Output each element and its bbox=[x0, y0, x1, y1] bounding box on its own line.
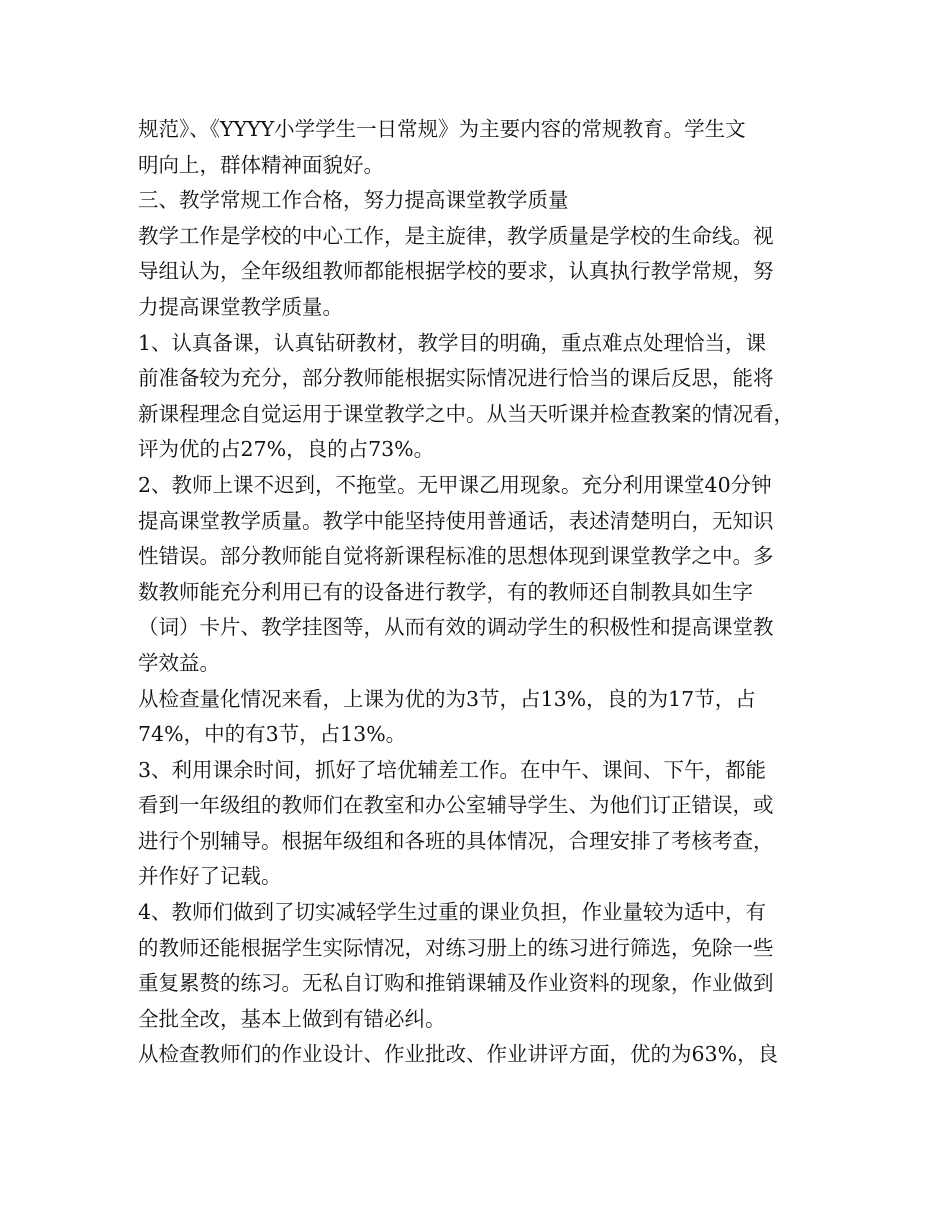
text-line: 从检查教师们的作业设计、作业批改、作业讲评方面，优的为63%，良 bbox=[138, 1042, 779, 1067]
text-line: 学效益。 bbox=[138, 650, 220, 675]
text-line: 3、利用课余时间，抓好了培优辅差工作。在中午、课间、下午，都能 bbox=[138, 757, 767, 782]
text-line: 看到一年级组的教师们在教室和办公室辅导学生、为他们订正错误，或 bbox=[138, 793, 774, 818]
text-line: 进行个别辅导。根据年级组和各班的具体情况，合理安排了考核考查， bbox=[138, 828, 774, 853]
text-line: 力提高课堂教学质量。 bbox=[138, 294, 343, 319]
text-line: 前准备较为充分，部分教师能根据实际情况进行恰当的课后反思，能将 bbox=[138, 366, 774, 391]
section-heading: 三、教学常规工作合格，努力提高课堂教学质量 bbox=[138, 188, 569, 213]
text-line: 提高课堂教学质量。教学中能坚持使用普通话，表述清楚明白，无知识 bbox=[138, 508, 774, 533]
text-line: 教学工作是学校的中心工作，是主旋律，教学质量是学校的生命线。视 bbox=[138, 223, 774, 248]
document-body bbox=[138, 112, 828, 1073]
text-line: 数教师能充分利用已有的设备进行教学，有的教师还自制教具如生字 bbox=[138, 579, 753, 604]
text-line: 规范》、《YYYY小学学生一日常规》为主要内容的常规教育。学生文 bbox=[138, 117, 746, 141]
text-line: 1、认真备课，认真钻研教材，教学目的明确，重点难点处理恰当，课 bbox=[138, 330, 767, 355]
text-line: 从检查量化情况来看，上课为优的为3节，占13%，良的为17节，占 bbox=[138, 686, 756, 711]
text-line: 4、教师们做到了切实减轻学生过重的课业负担，作业量较为适中，有 bbox=[138, 900, 767, 925]
text-line: 2、教师上课不迟到，不拖堂。无甲课乙用现象。充分利用课堂40分钟 bbox=[138, 472, 772, 497]
text-line: （词）卡片、教学挂图等，从而有效的调动学生的积极性和提高课堂教 bbox=[138, 615, 774, 640]
text-line: 74%，中的有3节，占13%。 bbox=[138, 722, 407, 747]
text-line: 导组认为，全年级组教师都能根据学校的要求，认真执行教学常规，努 bbox=[138, 259, 774, 284]
text-line: 新课程理念自觉运用于课堂教学之中。从当天听课并检查教案的情况看， bbox=[138, 401, 794, 426]
text-line: 性错误。部分教师能自觉将新课程标准的思想体现到课堂教学之中。多 bbox=[138, 544, 774, 569]
text-line: 全批全改，基本上做到有错必纠。 bbox=[138, 1006, 446, 1031]
text-line: 评为优的占27%，良的占73%。 bbox=[138, 437, 435, 462]
text-line: 的教师还能根据学生实际情况，对练习册上的练习进行筛选，免除一些 bbox=[138, 935, 774, 960]
text-line: 明向上，群体精神面貌好。 bbox=[138, 152, 384, 177]
text-line: 重复累赘的练习。无私自订购和推销课辅及作业资料的现象，作业做到 bbox=[138, 971, 774, 996]
text-line: 并作好了记载。 bbox=[138, 864, 282, 889]
